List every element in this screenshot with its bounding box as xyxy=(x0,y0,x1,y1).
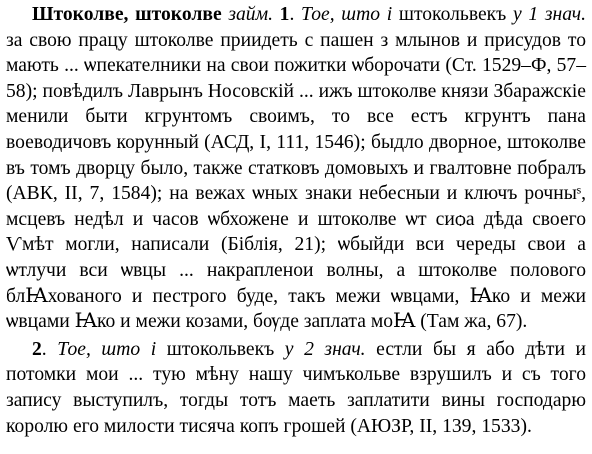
sense-number-2: 2 xyxy=(32,338,42,360)
sense-2-ref-word: штокольвекъ xyxy=(166,338,275,360)
sense-2-citations: естли бы я або дѣти и потомки мои ... тую мѣну нашу чимъкольве взрушилъ и съ того запису выступилъ, тогды тотъ маеть заплатити вины господарю королю его милости тисяча копъ грошей (АЮЗР, ІІ, 139, 1533). xyxy=(6,338,586,437)
sense-2-paragraph: 2. Тое, што і штокольвекъ у 2 знач. естли бы я або дѣти и потомки мои ... тую мѣну нашу чимъкольве взрушилъ и съ того запису выступилъ, тогды тотъ маеть заплатити вины господарю королю его милости тисяча копъ грошей (АЮЗР, ІІ, 139, 1533). xyxy=(6,338,586,437)
part-of-speech: займ. xyxy=(228,4,273,25)
sense-1-definition: Тое, што і xyxy=(301,4,393,25)
sense-1-ref-sense: у 1 знач. xyxy=(513,4,586,25)
headword: Штоколве, штоколве xyxy=(32,4,222,25)
sense-number-1: 1 xyxy=(279,4,290,25)
sense-1-ref-word: штокольвекъ xyxy=(398,4,507,25)
sense-2-definition: Тое, што і xyxy=(57,338,157,360)
sense-1-citations: за свою працу штоколве приидеть с пашен з млынов и присудов то мають ... ѡпекателники на свои пожитки ѡборочати (Ст. 1529–Ф, 57–58); повѣдилъ Лаврынъ Носовскій ... ижъ штоколве князи Збаражскіе менили быти кгрунтомъ своимъ, то все естъ кгрунтъ пана воеводичовъ корунный (АСД, І, 111, 1546); быдло дворное, штоколве въ томъ дворцу было, также статковъ домовыхъ и гвалтовне побралъ (АВК, ІІ, 7, 1584); на вежах ѡных знаки небесныи и ключъ рочныˢ, мсцевъ недѣл и часов ѡбхожене и штоколве ѡт сиѻа дѣда своего Ѵмѣт могли, написали (Біблія, 21); ѡбыйди вси череды свои а ѡтлучи вси ѡвцы ... накрапленои волны, а штоколве полового блꙖхованого и пестрого буде, такъ межи ѡвцами, Ꙗко и межи ѡвцами Ꙗко и межи козами, бѹде заплата моꙖ (Там жа, 67). xyxy=(6,29,586,333)
sense-1-paragraph: Штоколве, штоколве займ. 1. Тое, што і штокольвекъ у 1 знач. за свою працу штоколве приидеть с пашен з млынов и присудов то мають ... ѡпекателники на свои пожитки ѡборочати (Ст. 1529–Ф, 57–58); повѣдилъ Лаврынъ Носовскій ... ижъ штоколве князи Збаражскіе менили быти кгрунтомъ своимъ, то все естъ кгрунтъ пана воеводичовъ корунный (АСД, І, 111, 1546); быдло дворное, штоколве въ томъ дворцу было, также статковъ домовыхъ и гвалтовне побралъ (АВК, ІІ, 7, 1584); на вежах ѡных знаки небесныи и ключъ рочныˢ, мсцевъ недѣл и часов ѡбхожене и штоколве ѡт сиѻа дѣда своего Ѵмѣт могли, написали (Біблія, 21); ѡбыйди вси череды свои а ѡтлучи вси ѡвцы ... накрапленои волны, а штоколве полового блꙖхованого и пестрого буде, такъ межи ѡвцами, Ꙗко и межи ѡвцами Ꙗко и межи козами, бѹде заплата моꙖ (Там жа, 67). xyxy=(6,4,586,333)
sense-2-ref-sense: у 2 знач. xyxy=(284,338,366,360)
